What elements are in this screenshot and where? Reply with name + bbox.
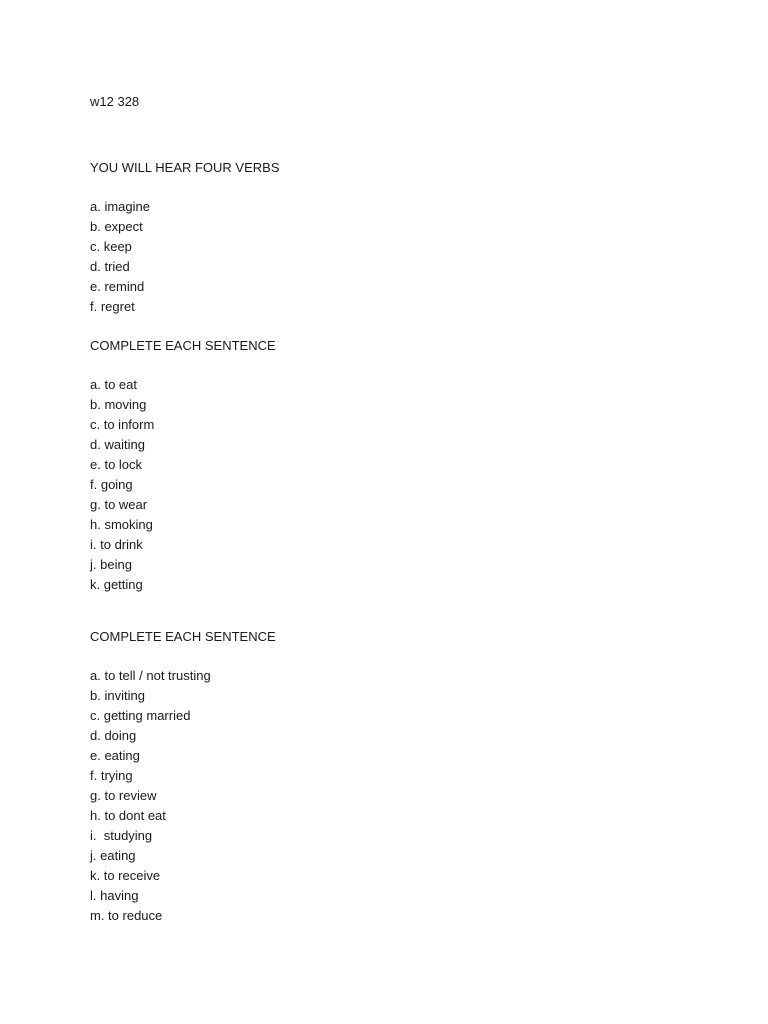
list-item: a. to eat [90,377,137,392]
list-item: a. to tell / not trusting [90,668,211,683]
list-item: l. having [90,888,139,903]
list-item: f. going [90,477,133,492]
list-item: b. inviting [90,688,145,703]
list-item: h. smoking [90,517,153,532]
list-item: a. imagine [90,199,150,214]
section-2-heading: COMPLETE EACH SENTENCE [90,338,276,353]
list-item: h. to dont eat [90,808,166,823]
section-3-list [90,666,690,926]
section-1-list [90,197,690,317]
list-item: i. studying [90,828,153,843]
list-item: b. moving [90,397,147,412]
list-item: g. to review [90,788,157,803]
list-item: f. trying [90,768,133,783]
list-item: j. eating [90,848,136,863]
list-item: b. expect [90,219,143,234]
list-item: i. to drink [90,537,143,552]
section-3-heading: COMPLETE EACH SENTENCE [90,629,276,644]
section-1-heading: YOU WILL HEAR FOUR VERBS [90,160,280,175]
list-item: m. to reduce [90,908,163,923]
list-item: c. getting married [90,708,191,723]
list-item: c. keep [90,239,132,254]
list-item: d. tried [90,259,130,274]
list-item: d. doing [90,728,137,743]
document-content [90,92,690,926]
list-item: k. to receive [90,868,161,883]
list-item: e. remind [90,279,145,294]
list-item: j. being [90,557,132,572]
list-item: c. to inform [90,417,155,432]
document-title: w12 328 [90,94,140,109]
section-2-list [90,375,690,595]
list-item: k. getting [90,577,143,592]
list-item: e. eating [90,748,140,763]
list-item: d. waiting [90,437,145,452]
list-item: f. regret [90,299,135,314]
list-item: e. to lock [90,457,143,472]
list-item: g. to wear [90,497,148,512]
